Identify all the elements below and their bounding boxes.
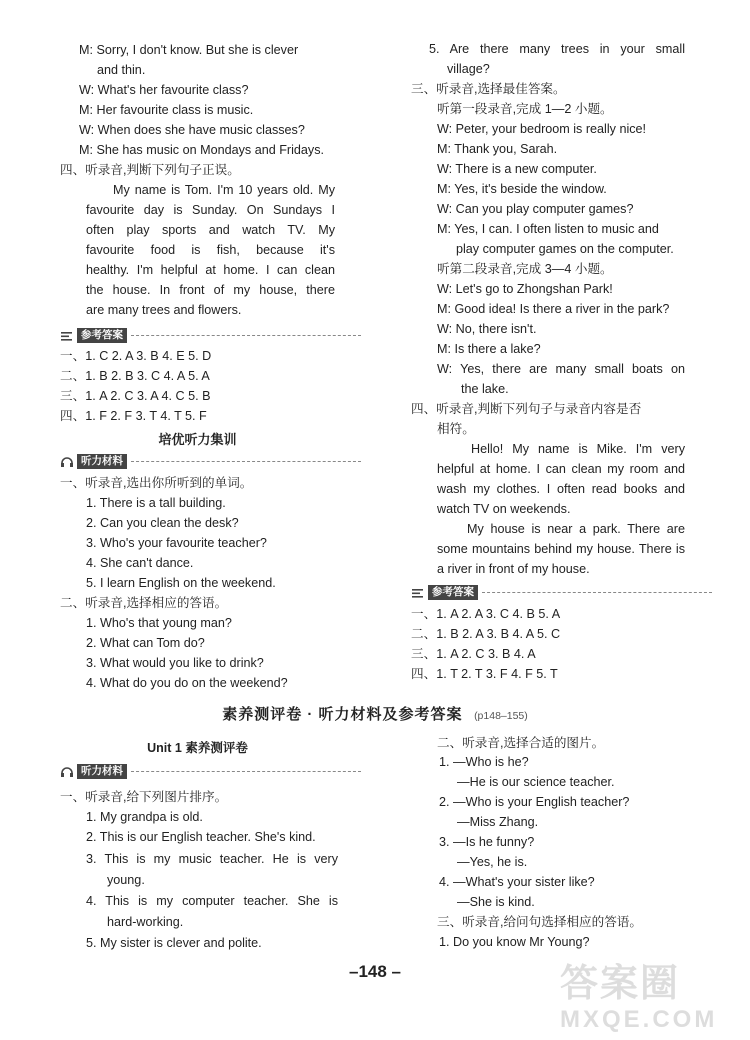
- list-item: 1. —Who is he?: [439, 755, 529, 769]
- dialog-line: M: Good idea! Is there a river in the park?: [437, 302, 670, 316]
- list-item: 5. I learn English on the weekend.: [86, 576, 276, 590]
- dialog-line: and thin.: [97, 63, 146, 77]
- part-title: 听第二段录音,完成 3—4 小题。: [437, 262, 613, 276]
- question-line: village?: [447, 62, 490, 76]
- dialog-line: W: There is a new computer.: [437, 162, 597, 176]
- dialog-line: W: When does she have music classes?: [79, 123, 305, 137]
- section-title: 三、听录音,选择最佳答案。: [411, 82, 566, 96]
- list-item: 1. There is a tall building.: [86, 496, 226, 510]
- dialog-line: M: Her favourite class is music.: [79, 103, 254, 117]
- material-tag: 听力材料: [77, 764, 127, 779]
- list-item: 2. —Who is your English teacher?: [439, 795, 630, 809]
- watermark-url: MXQE.COM: [560, 1006, 718, 1033]
- section-title: 四、听录音,判断下列句子正误。: [60, 163, 240, 177]
- answer-row: 四、1. T 2. T 3. F 4. F 5. T: [411, 667, 558, 681]
- dialog-line: the lake.: [461, 382, 509, 396]
- passage-line: helpful at home. I can clean my room and: [437, 462, 685, 476]
- dialog-line: W: No, there isn't.: [437, 322, 537, 336]
- headphones-icon: [60, 456, 74, 468]
- list-item: 4. —What's your sister like?: [439, 875, 595, 889]
- section-title: 一、听录音,选出你所听到的单词。: [60, 476, 253, 490]
- section-banner: [0, 703, 750, 724]
- list-item: 2. What can Tom do?: [86, 636, 205, 650]
- dialog-line: play computer games on the computer.: [456, 242, 674, 256]
- answer-row: 二、1. B 2. B 3. C 4. A 5. A: [60, 369, 210, 383]
- passage-line: the house. In front of my house, there: [86, 283, 335, 297]
- list-item: 1. Who's that young man?: [86, 616, 232, 630]
- passage-line: watch TV on weekends.: [437, 502, 571, 516]
- answers-tag: 参考答案: [77, 328, 127, 343]
- list-item: 4. This is my computer teacher. She is: [86, 894, 338, 908]
- answer-tag-icon: [60, 330, 74, 342]
- list-item: 2. This is our English teacher. She's kind.: [86, 830, 316, 844]
- list-item: 3. —Is he funny?: [439, 835, 535, 849]
- section-title: 一、听录音,给下列图片排序。: [60, 790, 228, 804]
- part-title: 听第一段录音,完成 1—2 小题。: [437, 102, 613, 116]
- dialog-line: M: Yes, I can. I often listen to music and: [437, 222, 659, 236]
- dialog-line: M: Yes, it's beside the window.: [437, 182, 607, 196]
- dialog-line: W: What's her favourite class?: [79, 83, 249, 97]
- question-line: 5. Are there many trees in your small: [429, 42, 685, 56]
- divider: [131, 461, 361, 463]
- dialog-line: M: Thank you, Sarah.: [437, 142, 558, 156]
- list-item: —He is our science teacher.: [457, 775, 615, 789]
- list-item: —Miss Zhang.: [457, 815, 539, 829]
- headphones-icon: [60, 766, 74, 778]
- list-item: young.: [107, 873, 145, 887]
- dialog-line: W: Peter, your bedroom is really nice!: [437, 122, 647, 136]
- answer-row: 二、1. B 2. A 3. B 4. A 5. C: [411, 627, 561, 641]
- unit-title: Unit 1 素养测评卷: [147, 741, 248, 755]
- passage-line: some mountains behind my house. There is: [437, 542, 685, 556]
- banner-title: 素养测评卷 · 听力材料及参考答案: [222, 706, 463, 723]
- list-item: —She is kind.: [457, 895, 535, 909]
- list-item: —Yes, he is.: [457, 855, 528, 869]
- divider: [482, 592, 712, 594]
- dialog-line: M: She has music on Mondays and Fridays.: [79, 143, 324, 157]
- list-item: 1. Do you know Mr Young?: [439, 935, 590, 949]
- section-title: 二、听录音,选择合适的图片。: [437, 736, 605, 750]
- divider: [131, 335, 361, 337]
- answer-row: 一、1. A 2. A 3. C 4. B 5. A: [411, 607, 561, 621]
- watermark-text: 答案圈: [560, 963, 681, 1005]
- passage-line: My house is near a park. There are: [467, 522, 685, 536]
- passage-line: often play sports and watch TV. My: [86, 223, 335, 237]
- passage-line: are many trees and flowers.: [86, 303, 242, 317]
- watermark-logo: [560, 962, 740, 1038]
- answer-row: 三、1. A 2. C 3. B 4. A: [411, 647, 536, 661]
- list-item: 2. Can you clean the desk?: [86, 516, 239, 530]
- section-title: 相符。: [437, 422, 475, 436]
- page-number: –148 –: [349, 962, 401, 981]
- answers-header: [60, 328, 361, 343]
- answer-row: 三、1. A 2. C 3. A 4. C 5. B: [60, 389, 211, 403]
- dialog-line: M: Sorry, I don't know. But she is clever: [79, 43, 299, 57]
- material-header: [60, 764, 361, 779]
- training-title: 培优听力集训: [158, 432, 237, 447]
- section-title: 二、听录音,选择相应的答语。: [60, 596, 228, 610]
- list-item: hard-working.: [107, 915, 184, 929]
- passage-line: healthy. I'm helpful at home. I can clean: [86, 263, 335, 277]
- answer-tag-icon: [411, 587, 425, 599]
- list-item: 3. What would you like to drink?: [86, 656, 264, 670]
- passage-line: favourite day is Sunday. On Sundays I: [86, 203, 335, 217]
- dialog-line: M: Is there a lake?: [437, 342, 541, 356]
- passage-line: wash my clothes. I often read books and: [437, 482, 685, 496]
- answer-row: 一、1. C 2. A 3. B 4. E 5. D: [60, 349, 212, 363]
- list-item: 5. My sister is clever and polite.: [86, 936, 262, 950]
- passage-line: Hello! My name is Mike. I'm very: [471, 442, 685, 456]
- dialog-line: W: Can you play computer games?: [437, 202, 634, 216]
- passage-line: My name is Tom. I'm 10 years old. My: [113, 183, 335, 197]
- banner-pages: (p148–155): [474, 710, 528, 722]
- passage-line: favourite food is fish, because it's: [86, 243, 335, 257]
- passage-line: a river in front of my house.: [437, 562, 590, 576]
- dialog-line: W: Let's go to Zhongshan Park!: [437, 282, 613, 296]
- answer-row: 四、1. F 2. F 3. T 4. T 5. F: [60, 409, 207, 423]
- section-title: 三、听录音,给问句选择相应的答语。: [437, 915, 642, 929]
- list-item: 4. What do you do on the weekend?: [86, 676, 288, 690]
- answers-header: [411, 585, 712, 600]
- list-item: 3. Who's your favourite teacher?: [86, 536, 267, 550]
- dialog-line: W: Yes, there are many small boats on: [437, 362, 685, 376]
- material-header: [60, 454, 361, 469]
- list-item: 1. My grandpa is old.: [86, 810, 203, 824]
- section-title: 四、听录音,判断下列句子与录音内容是否: [411, 402, 642, 416]
- list-item: 4. She can't dance.: [86, 556, 194, 570]
- answers-tag: 参考答案: [428, 585, 478, 600]
- material-tag: 听力材料: [77, 454, 127, 469]
- list-item: 3. This is my music teacher. He is very: [86, 852, 338, 866]
- divider: [131, 771, 361, 773]
